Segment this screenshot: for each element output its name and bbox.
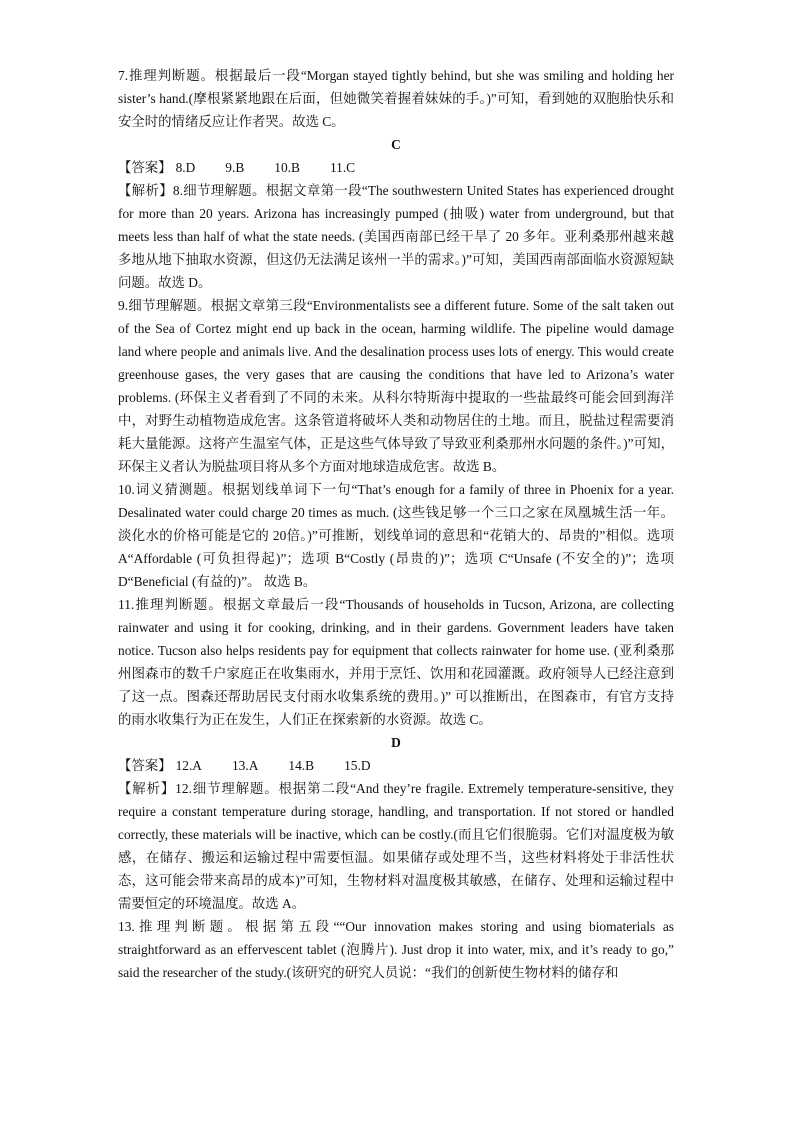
answer-item: 11.C bbox=[329, 160, 356, 175]
section-heading-d: D bbox=[391, 735, 401, 750]
answer-item: 15.D bbox=[344, 758, 371, 773]
answer-item: 9.B bbox=[225, 160, 245, 175]
explanation-q13: 13.推理判断题。根据第五段““Our innovation makes storing and using biomaterials as straightforward as an effervescent tablet (泡腾片). Just drop it into water, mix, and it’s ready to go,” said the researcher of the study.(该研究的研究人员说：“我们的创新使生物材料的储存和 bbox=[118, 919, 674, 980]
answer-label: 【答案】 bbox=[118, 160, 172, 175]
explanation-q10: 10.词义猜测题。根据划线单词下一句“That’s enough for a family of three in Phoenix for a year. Desalinated water could charge 20 times as much. (这些钱足够一个三口之家在凤凰城生活一年。淡化水的价格可能是它的 20倍。)”可推断，划线单词的意思和“花销大的、昂贵的”相似。选项 A“Affordable (可负担得起)”；选项 B“Costly (昂贵的)”；选项 C“Unsafe (不安全的)”；选项 D“Beneficial (有益的)”。 故选 B。 bbox=[118, 482, 674, 589]
paragraph-q7: 7.推理判断题。根据最后一段“Morgan stayed tightly behind, but she was smiling and holding her sister’s hand.(摩根紧紧地跟在后面，但她微笑着握着妹妹的手。)”可知，看到她的双胞胎快乐和安全时的情绪反应让作者哭。故选 C。 bbox=[118, 68, 674, 129]
answer-item: 12.A bbox=[175, 758, 202, 773]
explanation-q11: 11.推理判断题。根据文章最后一段“Thousands of households in Tucson, Arizona, are collecting rainwater and using it for cooking, drinking, and in their gardens. Government leaders have taken notice. Tucson also helps residents pay for equipment that collects rainwater for home use. (亚利桑那州图森市的数千户家庭正在收集雨水，并用于烹饪、饮用和花园灌溉。政府领导人已经注意到了这一点。图森还帮助居民支付雨水收集系统的费用。)” 可以推断出，在图森市，有官方支持的雨水收集行为正在发生，人们正在探索新的水资源。故选 C。 bbox=[118, 597, 674, 727]
explanation-q8: 【解析】8.细节理解题。根据文章第一段“The southwestern United States has experienced drought for more than 20 years. Arizona has increasingly pumped (抽吸) water from underground, but that meets less than half of what the state needs. (美国西南部已经干旱了 20 多年。亚利桑那州越来越多地从地下抽取水资源，但这仍无法满足该州一半的需求。)”可知，美国西南部面临水资源短缺问题。故选 D。 bbox=[118, 183, 674, 290]
answer-item: 14.B bbox=[288, 758, 315, 773]
answer-item: 10.B bbox=[274, 160, 300, 175]
answer-label: 【答案】 bbox=[118, 758, 172, 773]
answer-line-d bbox=[118, 754, 674, 777]
document-page bbox=[118, 64, 674, 984]
explanation-q12: 【解析】12.细节理解题。根据第二段“And they’re fragile. Extremely temperature-sensitive, they require a constant temperature during storage, handling, and transportation. If not stored or handled correctly, these materials will be inactive, which can be costly.(而且它们很脆弱。它们对温度极为敏感，在储存、搬运和运输过程中需要恒温。如果储存或处理不当，这些材料将处于非活性状态，这可能会带来高昂的成本)”可知，生物材料对温度极其敏感，在储存、处理和运输过程中需要恒定的环境温度。故选 A。 bbox=[118, 781, 674, 911]
explanation-q9: 9.细节理解题。根据文章第三段“Environmentalists see a different future. Some of the salt taken out of the Sea of Cortez might end up back in the ocean, harming wildlife. The pipeline would damage land where people and animals live. And the desalination process uses lots of energy. This would create greenhouse gases, the very gases that are causing the conditions that have led to Arizona’s water problems. (环保主义者看到了不同的未来。从科尔特斯海中提取的一些盐最终可能会回到海洋中，对野生动植物造成危害。这条管道将破坏人类和动物居住的土地。而且，脱盐过程需要消耗大量能源。这将产生温室气体，正是这些气体导致了导致亚利桑那州水问题的条件。)”可知，环保主义者认为脱盐项目将从多个方面对地球造成危害。故选 B。 bbox=[118, 298, 674, 474]
answer-item: 13.A bbox=[231, 758, 259, 773]
answer-item: 8.D bbox=[175, 160, 196, 175]
section-heading-c: C bbox=[391, 137, 401, 152]
answer-line-c bbox=[118, 156, 674, 179]
